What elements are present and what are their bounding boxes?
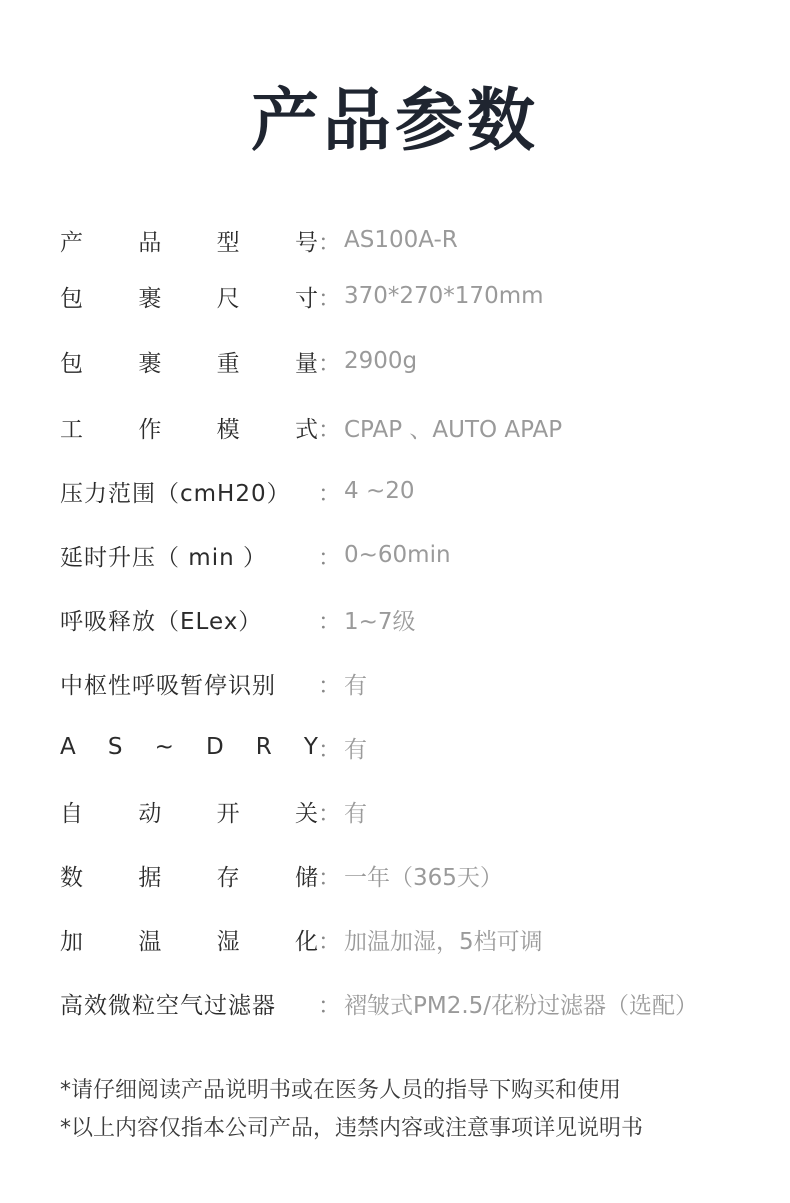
- spec-colon: ：: [318, 928, 341, 955]
- spec-label-char: 寸: [294, 285, 318, 312]
- note-line: *以上内容仅指本公司产品，违禁内容或注意事项详见说明书: [60, 1116, 644, 1141]
- spec-label-char: Y: [303, 734, 318, 760]
- spec-label-char: 产: [60, 229, 83, 256]
- spec-label-char: R: [255, 734, 272, 760]
- spec-label-char: D: [205, 734, 224, 760]
- spec-row: [60, 276, 760, 316]
- note-line: *请仔细阅读产品说明书或在医务人员的指导下购买和使用: [60, 1078, 622, 1103]
- spec-label-char: 作: [138, 416, 162, 443]
- notes: [60, 1072, 760, 1148]
- spec-label-char: 动: [138, 800, 162, 827]
- spec-label-char: S: [107, 734, 123, 760]
- spec-colon: ：: [318, 416, 341, 443]
- spec-value: AS100A-R: [344, 227, 458, 253]
- spec-value: 有: [344, 800, 367, 827]
- spec-colon: ：: [318, 800, 341, 827]
- page-title: 产品参数: [250, 82, 539, 161]
- spec-label-char: 包: [60, 350, 83, 377]
- spec-value: 1~7级: [344, 608, 416, 635]
- spec-label-char: 品: [138, 229, 162, 256]
- spec-label-char: 工: [60, 416, 83, 443]
- spec-row: [60, 341, 760, 381]
- spec-label-char: 裹: [138, 350, 162, 377]
- spec-label-char: ~: [154, 734, 174, 760]
- spec-value: 加温加湿，5档可调: [344, 928, 543, 955]
- spec-label-char: 加: [60, 928, 83, 955]
- spec-row: [60, 855, 760, 895]
- spec-row: [60, 727, 760, 767]
- spec-value: CPAP 、AUTO APAP: [344, 416, 563, 443]
- spec-colon: ：: [318, 992, 341, 1019]
- spec-label-char: 裹: [138, 285, 162, 312]
- spec-label: [60, 859, 318, 892]
- spec-colon: ：: [318, 350, 341, 377]
- spec-value: 有: [344, 672, 367, 699]
- spec-label: [60, 280, 318, 313]
- spec-colon: ：: [318, 285, 341, 312]
- spec-label: [60, 224, 318, 257]
- spec-value: 370*270*170mm: [344, 283, 544, 309]
- spec-row: [60, 535, 760, 575]
- spec-label-char: 型: [216, 229, 240, 256]
- spec-row: [60, 983, 760, 1023]
- spec-label-char: 温: [138, 928, 162, 955]
- spec-label-char: 重: [216, 350, 240, 377]
- spec-label-char: 据: [138, 864, 162, 891]
- spec-value: 褶皱式PM2.5/花粉过滤器（选配）: [344, 992, 699, 1019]
- spec-label-char: A: [60, 734, 76, 760]
- spec-colon: ：: [318, 480, 341, 507]
- spec-label: [60, 795, 318, 828]
- spec-value: 一年（365天）: [344, 864, 503, 891]
- spec-value: 0~60min: [344, 542, 451, 568]
- spec-value: 2900g: [344, 348, 418, 374]
- spec-row: [60, 919, 760, 959]
- spec-row: [60, 407, 760, 447]
- spec-colon: ：: [318, 608, 341, 635]
- spec-label-char: 数: [60, 864, 83, 891]
- spec-label-char: 量: [294, 350, 318, 377]
- spec-colon: ：: [318, 864, 341, 891]
- spec-row: [60, 220, 760, 260]
- spec-colon: ：: [318, 544, 341, 571]
- spec-value: 有: [344, 736, 367, 763]
- spec-value: 4 ~20: [344, 478, 415, 504]
- spec-row: [60, 471, 760, 511]
- spec-colon: ：: [318, 672, 341, 699]
- spec-label: [60, 345, 318, 378]
- spec-label-char: 号: [294, 229, 318, 256]
- spec-label-char: 式: [294, 416, 318, 443]
- spec-label-char: 模: [216, 416, 240, 443]
- spec-label: [60, 923, 318, 956]
- spec-label: [60, 411, 318, 444]
- spec-row: [60, 791, 760, 831]
- spec-label: 高效微粒空气过滤器: [60, 992, 276, 1019]
- spec-label-char: 尺: [216, 285, 240, 312]
- spec-label: 中枢性呼吸暂停识别: [60, 672, 276, 699]
- spec-label-char: 存: [216, 864, 240, 891]
- spec-row: [60, 599, 760, 639]
- spec-colon: ：: [318, 229, 341, 256]
- spec-label: 延时升压（ min ）: [60, 544, 267, 571]
- spec-label-char: 开: [216, 800, 240, 827]
- spec-label-char: 湿: [216, 928, 240, 955]
- spec-row: [60, 663, 760, 703]
- spec-label-char: 化: [294, 928, 318, 955]
- spec-label-char: 关: [294, 800, 318, 827]
- spec-label: 压力范围（cmH20）: [60, 480, 291, 507]
- spec-colon: ：: [318, 736, 341, 763]
- spec-label-char: 储: [294, 864, 318, 891]
- spec-label-char: 自: [60, 800, 83, 827]
- spec-label-char: 包: [60, 285, 83, 312]
- spec-label: 呼吸释放（ELex）: [60, 608, 263, 635]
- spec-label: [60, 734, 318, 760]
